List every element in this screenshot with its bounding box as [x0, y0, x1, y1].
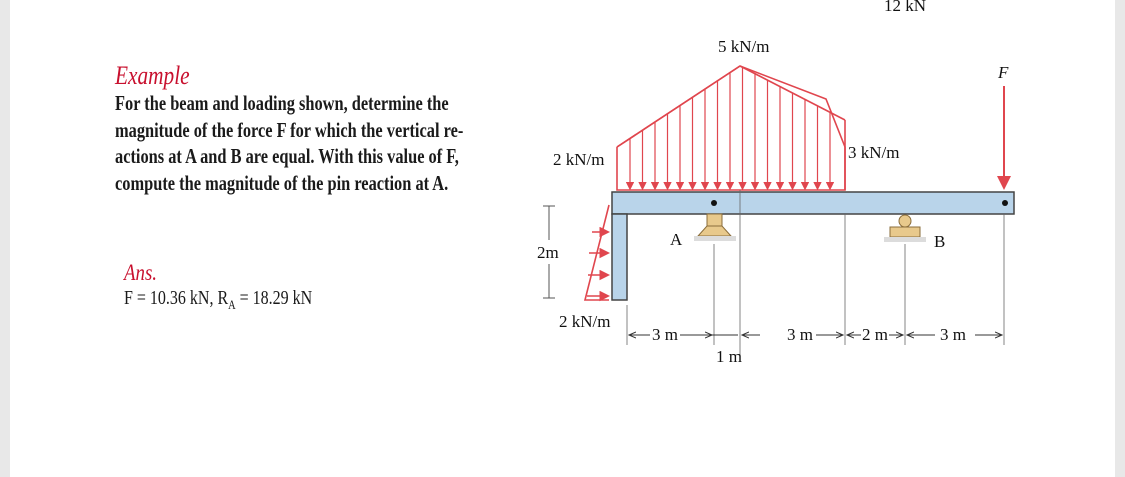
support-b-roller [899, 215, 911, 227]
problem-line: For the beam and loading shown, determine the [115, 91, 449, 115]
left-load-label: 2 kN/m [553, 150, 605, 169]
force-f-label: F [998, 63, 1009, 82]
distributed-load-outline [617, 66, 845, 190]
example-heading: Example [115, 61, 190, 90]
dim-label: 2 m [862, 325, 888, 344]
answer-value-f: F = 10.36 kN, R [124, 287, 229, 309]
support-b-ground [884, 237, 926, 242]
dim-label: 3 m [652, 325, 678, 344]
problem-line: magnitude of the force F for which the vertical re- [115, 117, 464, 142]
peak-load-label: 5 kN/m [718, 37, 770, 56]
support-b-label: B [934, 232, 946, 251]
beam-point-f [1002, 200, 1008, 206]
dim-label: 1 m [716, 347, 742, 366]
distributed-load-arrows [630, 67, 830, 188]
top-force-label: 12 kN [884, 0, 927, 15]
support-a-ground [694, 236, 736, 241]
support-a-block [707, 214, 722, 226]
dim-label: 3 m [940, 325, 966, 344]
answer-value-ra: = 18.29 kN [235, 287, 313, 309]
post-height-label: 2m [537, 243, 559, 262]
vertical-post [612, 214, 627, 300]
beam-point-a [711, 200, 717, 206]
support-a-label: A [670, 230, 683, 249]
dimension-labels [651, 325, 971, 366]
load-left-slope [617, 66, 740, 147]
horizontal-beam [612, 192, 1014, 214]
problem-line: compute the magnitude of the pin reaction at A. [115, 170, 449, 195]
post-load-label: 2 kN/m [559, 312, 611, 331]
answer-subscript: A [228, 297, 236, 312]
support-a-base [698, 226, 731, 236]
right-load-label: 3 kN/m [848, 143, 900, 162]
dim-label: 3 m [787, 325, 813, 344]
problem-line: actions at A and B are equal. With this value of F, [115, 144, 459, 168]
support-b-block [890, 227, 920, 237]
answer-heading: Ans. [124, 260, 158, 285]
